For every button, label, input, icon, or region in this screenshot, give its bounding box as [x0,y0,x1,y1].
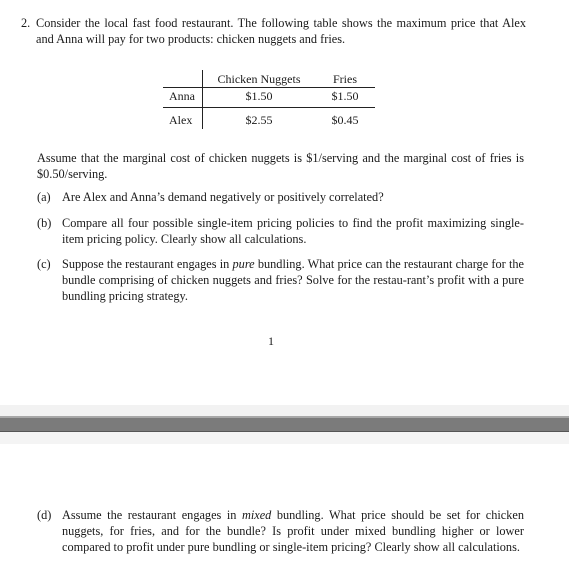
question-intro [21,16,526,48]
part-a [37,190,524,206]
question-number: 2. [21,16,31,30]
table-corner [163,70,203,88]
part-d-label: (d) [37,508,52,522]
cell-anna-nuggets: $1.50 [203,88,316,108]
part-d-emphasis: mixed [241,508,272,522]
part-d [37,508,524,555]
part-c-text-post: bundling. What price can the restaurant charge for the bundle comprising of chicken nuggets and fries? Solve for the restau-rant’s profit with a pure bundling pricing strategy. [62,257,525,303]
page-gap-top [0,405,569,416]
cell-anna-fries: $1.50 [315,88,375,108]
part-b-label: (b) [37,216,52,230]
row-label-alex: Alex [163,108,203,130]
part-b-text: Compare all four possible single-item pricing policies to find the profit maximizing single-item pricing policy. Clearly show all calculations. [62,216,524,246]
page-2 [0,444,569,580]
page-separator [0,416,569,432]
part-a-label: (a) [37,190,51,204]
price-table [163,70,375,129]
part-d-text-post: bundling. What price should be set for chicken nuggets, for fries, and for the bundle? Is profit under mixed bundling higher or lower compared to profit under pure bundling or single-item pricing? Clearly show all calculations. [62,508,524,554]
table-row [163,88,375,108]
table-row [163,108,375,130]
part-a-text: Are Alex and Anna’s demand negatively or positively correlated? [62,190,384,204]
part-b [37,216,524,248]
table-header-row [163,70,375,88]
column-header-fries: Fries [315,70,375,88]
cell-alex-fries: $0.45 [331,113,359,127]
part-d-text-pre: Assume the restaurant engages in [62,508,242,522]
part-c-text-pre: Suppose the restaurant engages in [62,257,233,271]
part-c-label: (c) [37,257,51,271]
part-d-text [62,508,524,555]
part-c [37,257,524,304]
column-header-chicken-nuggets: Chicken Nuggets [203,70,316,88]
cell-alex-nuggets: $2.55 [245,113,273,127]
question-text: Consider the local fast food restaurant. The following table shows the maximum price that Alex and Anna will pay for two products: chicken nuggets and fries. [36,16,526,46]
page-gap-bottom [0,432,569,444]
part-c-text [62,257,524,304]
row-label-anna: Anna [163,88,203,108]
page-number: 1 [268,334,274,348]
part-c-emphasis: pure [232,257,255,271]
assumption-paragraph: Assume that the marginal cost of chicken nuggets is $1/serving and the marginal cost of fries is $0.50/serving. [37,151,524,181]
